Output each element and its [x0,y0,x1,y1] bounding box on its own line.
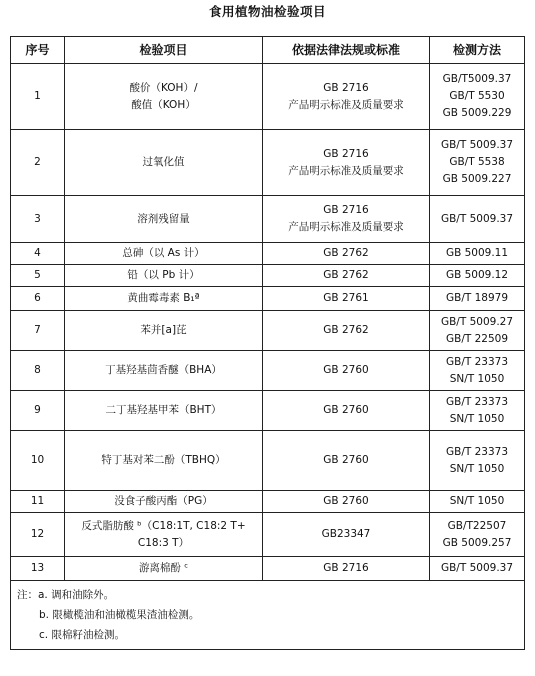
cell-standard [263,64,430,130]
cell-item-line: 游离棉酚 ᶜ [138,562,189,574]
table-row [11,557,525,581]
cell-item-line: 酸价（KOH）/ [129,81,198,94]
cell-method-line: GB 5009.229 [442,107,512,119]
cell-method-line: GB/T 5009.27 [440,315,514,328]
cell-method-line: GB 5009.227 [442,173,512,185]
cell-method-line: GB/T 23373 [445,395,509,408]
notes-cell [11,581,525,650]
cell-method [430,513,525,557]
cell-no: 8 [11,351,65,391]
cell-no: 11 [11,491,65,513]
cell-method-line: GB/T 5009.37 [440,212,514,225]
cell-standard-line: GB 2716 [323,204,369,216]
cell-no: 1 [11,64,65,130]
cell-standard [263,491,430,513]
cell-item-line: 过氧化值 [142,156,185,168]
cell-standard [263,130,430,196]
note-a: 注：a. 调和油除外。 [17,589,115,601]
table-row [11,287,525,311]
cell-standard-line: GB 2760 [323,495,369,507]
cell-method-line: SN/T 1050 [449,412,505,425]
cell-item-line: 酸值（KOH） [131,98,196,111]
cell-item [65,557,263,581]
cell-method-line: GB/T 18979 [445,292,509,304]
cell-no: 4 [11,243,65,265]
cell-standard-line: GB 2762 [323,324,369,336]
cell-standard-line: GB 2762 [323,247,369,259]
document-title: 食用植物油检验项目 [208,4,326,19]
table-row [11,64,525,130]
cell-standard [263,513,430,557]
cell-standard-line: GB 2760 [323,454,369,466]
cell-method [430,431,525,491]
cell-item-line: 黄曲霉毒素 B₁ª [127,292,200,304]
table-row [11,351,525,391]
cell-item [65,391,263,431]
cell-method-line: SN/T 1050 [449,462,505,475]
cell-standard [263,311,430,351]
table-row [11,243,525,265]
cell-item [65,265,263,287]
header-item: 检验项目 [65,37,263,64]
table-row [11,265,525,287]
cell-item [65,287,263,311]
cell-method-line: GB 5009.257 [442,536,512,549]
cell-no: 10 [11,431,65,491]
cell-method-line: GB/T22507 [447,519,507,532]
cell-item-line: 反式脂肪酸 ᵇ（C18:1T, C18:2 T+ [81,519,246,532]
table-row [11,196,525,243]
cell-standard-line: GB23347 [321,528,371,540]
cell-item [65,196,263,243]
cell-item [65,491,263,513]
cell-method-line: SN/T 1050 [449,495,505,507]
cell-item [65,130,263,196]
cell-method [430,287,525,311]
header-method: 检测方法 [430,37,525,64]
inspection-items-table [10,36,525,650]
cell-item [65,311,263,351]
cell-standard-line: GB 2716 [323,147,369,160]
table-row [11,130,525,196]
cell-standard [263,431,430,491]
cell-method-line: GB/T 5009.37 [440,562,514,574]
cell-standard-line: GB 2762 [323,269,369,281]
header-standard: 依据法律法规或标准 [263,37,430,64]
cell-method-line: GB/T 5530 [449,90,505,102]
cell-no: 6 [11,287,65,311]
table-row [11,311,525,351]
cell-item [65,64,263,130]
cell-item-line: C18:3 T） [137,536,190,549]
table-row [11,513,525,557]
note-b: b. 限橄榄油和油橄榄果渣油检测。 [39,609,200,621]
cell-method [430,311,525,351]
cell-standard [263,265,430,287]
cell-item-line: 总砷（以 As 计） [122,247,205,259]
cell-method [430,351,525,391]
cell-method [430,265,525,287]
cell-method [430,64,525,130]
cell-method-line: GB/T5009.37 [442,73,512,85]
cell-method [430,491,525,513]
header-no: 序号 [11,37,65,64]
cell-standard [263,243,430,265]
cell-standard-line: GB 2760 [323,364,369,376]
table-row [11,391,525,431]
cell-method-line: GB 5009.12 [445,269,509,281]
cell-item [65,351,263,391]
cell-no: 3 [11,196,65,243]
cell-no: 5 [11,265,65,287]
cell-method-line: GB/T 5538 [449,156,505,168]
cell-method [430,196,525,243]
cell-method [430,391,525,431]
cell-method [430,557,525,581]
cell-item-line: 丁基羟基茴香醚（BHA） [105,364,222,376]
cell-standard-line: GB 2760 [323,404,369,416]
cell-standard [263,287,430,311]
cell-item-line: 铅（以 Pb 计） [127,269,200,281]
cell-method-line: GB/T 22509 [445,332,509,345]
cell-standard-line: GB 2716 [323,562,369,574]
table-body [11,64,525,581]
cell-item-line: 苯并[a]芘 [140,324,187,336]
cell-item-line: 溶剂残留量 [137,212,190,225]
note-c: c. 限棉籽油检测。 [39,629,125,641]
cell-no: 2 [11,130,65,196]
cell-no: 12 [11,513,65,557]
table-row [11,431,525,491]
cell-no: 13 [11,557,65,581]
cell-standard [263,391,430,431]
cell-standard-line: GB 2761 [323,292,369,304]
cell-standard-line: 产品明示标准及质量要求 [288,221,404,233]
cell-standard-line: 产品明示标准及质量要求 [288,164,404,177]
cell-item [65,243,263,265]
cell-method-line: GB/T 23373 [445,355,509,368]
cell-method-line: GB 5009.11 [445,247,509,259]
table-header-row [11,37,525,64]
cell-no: 7 [11,311,65,351]
table-row [11,491,525,513]
cell-item-line: 二丁基羟基甲苯（BHT） [105,404,222,416]
cell-method-line: GB/T 23373 [445,445,509,458]
notes-row [11,581,525,650]
cell-standard-line: 产品明示标准及质量要求 [288,98,404,111]
cell-method-line: SN/T 1050 [449,372,505,385]
cell-no: 9 [11,391,65,431]
cell-item [65,513,263,557]
cell-item [65,431,263,491]
cell-method [430,130,525,196]
cell-method [430,243,525,265]
cell-standard [263,557,430,581]
cell-item-line: 没食子酸丙酯（PG） [114,495,213,507]
cell-method-line: GB/T 5009.37 [440,139,514,151]
cell-standard [263,196,430,243]
cell-standard [263,351,430,391]
cell-standard-line: GB 2716 [323,81,369,94]
cell-item-line: 特丁基对苯二酚（TBHQ） [101,454,226,466]
